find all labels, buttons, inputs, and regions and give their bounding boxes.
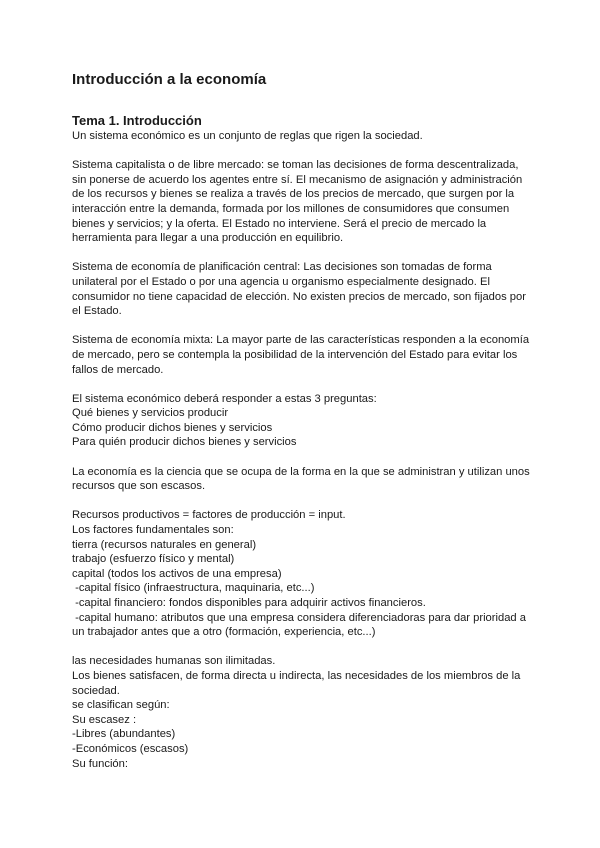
mixed-line: de mercado, pero se contempla la posibilidad de la intervención del Estado para evitar los bbox=[72, 348, 518, 361]
needs-line: Los bienes satisfacen, de forma directa u indirecta, las necesidades de los miembros de la bbox=[72, 669, 521, 682]
questions-line: Qué bienes y servicios producir bbox=[72, 407, 229, 420]
resources-line: -capital físico (infraestructura, maquinaria, etc...) bbox=[72, 582, 315, 595]
economy-def-line: La economía es la ciencia que se ocupa de la forma en la que se administran y utilizan unos bbox=[72, 465, 530, 478]
document-title: Introducción a la economía bbox=[72, 71, 267, 88]
capitalist-line: herramienta para llegar a una producción en equilibrio. bbox=[72, 232, 344, 245]
central-line: unilateral por el Estado o por una agencia u organismo especialmente designado. El bbox=[72, 275, 490, 288]
resources-line: capital (todos los activos de una empresa) bbox=[72, 567, 282, 580]
resources-line: -capital humano: atributos que una empresa considera diferenciadoras para dar prioridad a bbox=[72, 611, 526, 624]
capitalist-line: de los recursos y bienes se realiza a través de los precios de mercado, que surgen por la bbox=[72, 188, 515, 201]
resources-paragraph bbox=[72, 508, 534, 639]
central-line: el Estado. bbox=[72, 305, 122, 318]
capitalist-line: interacción entre la demanda, formada por los millones de consumidores que consumen bbox=[72, 202, 510, 215]
questions-line: Cómo producir dichos bienes y servicios bbox=[72, 421, 273, 434]
resources-line: trabajo (esfuerzo físico y mental) bbox=[72, 553, 235, 566]
document-page bbox=[72, 70, 534, 786]
intro-line: Un sistema económico es un conjunto de reglas que rigen la sociedad. bbox=[72, 130, 423, 142]
central-line: Sistema de economía de planificación central: Las decisiones son tomadas de forma bbox=[72, 261, 492, 274]
mixed-line: fallos de mercado. bbox=[72, 363, 164, 376]
questions-line: Para quién producir dichos bienes y servicios bbox=[72, 436, 297, 449]
mixed-economy-paragraph bbox=[72, 333, 534, 377]
resources-line: Los factores fundamentales son: bbox=[72, 524, 234, 537]
needs-line: se clasifican según: bbox=[72, 699, 170, 712]
needs-line: sociedad. bbox=[72, 684, 120, 697]
needs-line: -Económicos (escasos) bbox=[72, 742, 189, 755]
needs-line: las necesidades humanas son ilimitadas. bbox=[72, 655, 276, 668]
capitalist-line: bienes y servicios; y la oferta. El Estado no interviene. Será el precio de mercado la bbox=[72, 217, 487, 230]
capitalist-line: sin ponerse de acuerdo los agentes entre sí. El mecanismo de asignación y administración bbox=[72, 173, 523, 186]
needs-line: -Libres (abundantes) bbox=[72, 728, 176, 741]
needs-paragraph bbox=[72, 654, 534, 771]
needs-line: Su función: bbox=[72, 757, 128, 770]
resources-line: un trabajador antes que a otro (formación, experiencia, etc...) bbox=[72, 626, 376, 639]
questions-paragraph bbox=[72, 392, 534, 450]
central-line: consumidor no tiene capacidad de elección. No existen precios de mercado, son fijados por bbox=[72, 290, 526, 303]
capitalist-paragraph bbox=[72, 158, 534, 246]
intro-paragraph bbox=[72, 129, 534, 144]
capitalist-line: Sistema capitalista o de libre mercado: se toman las decisiones de forma descentralizada, bbox=[72, 159, 519, 172]
section-title: Tema 1. Introducción bbox=[72, 113, 202, 128]
resources-line: -capital financiero: fondos disponibles para adquirir activos financieros. bbox=[72, 597, 426, 609]
resources-line: tierra (recursos naturales en general) bbox=[72, 538, 257, 551]
economy-definition-paragraph bbox=[72, 465, 534, 494]
economy-def-line: recursos que son escasos. bbox=[72, 480, 206, 493]
central-planning-paragraph bbox=[72, 260, 534, 318]
needs-line: Su escasez : bbox=[72, 713, 137, 726]
questions-line: El sistema económico deberá responder a estas 3 preguntas: bbox=[72, 392, 377, 405]
resources-line: Recursos productivos = factores de producción = input. bbox=[72, 509, 346, 522]
mixed-line: Sistema de economía mixta: La mayor parte de las características responden a la economía bbox=[72, 334, 530, 347]
